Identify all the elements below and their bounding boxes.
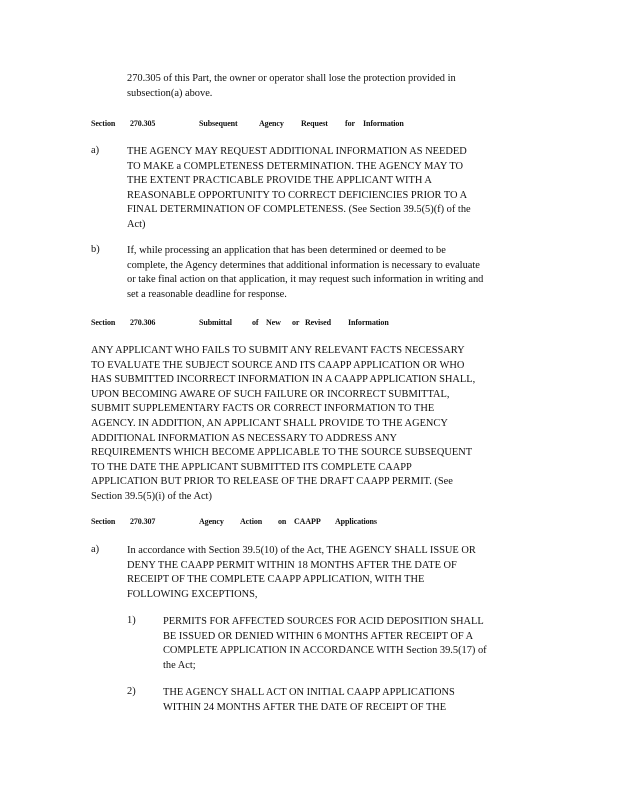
section-title-word: Information (363, 119, 404, 128)
section-title-word: or (292, 318, 300, 327)
section-label: Section (91, 119, 116, 128)
section-title-word: New (266, 318, 281, 327)
item-label-1: 1) (127, 615, 136, 626)
subsection-label-b: b) (91, 244, 100, 255)
section-title-word: Request (301, 119, 328, 128)
text-line: DENY THE CAAPP PERMIT WITHIN 18 MONTHS AFTER THE DATE OF (127, 559, 457, 571)
text-line: SUBMIT SUPPLEMENTARY FACTS OR CORRECT INFORMATION TO THE (91, 403, 435, 415)
text-line: FOLLOWING EXCEPTIONS, (127, 588, 258, 600)
text-line: 270.305 of this Part, the owner or operator shall lose the protection provided in (127, 73, 456, 84)
text-line: set a reasonable deadline for response. (127, 288, 287, 300)
text-line: COMPLETE APPLICATION IN ACCORDANCE WITH Section 39.5(17) of (163, 645, 487, 657)
section-title-word: Submittal (199, 318, 232, 327)
subsection-b-paragraph (127, 244, 537, 302)
text-line: FINAL DETERMINATION OF COMPLETENESS. (See Section 39.5(5)(f) of the (127, 204, 471, 216)
section-title-word: CAAPP (294, 517, 321, 526)
text-line: THE EXTENT PRACTICABLE PROVIDE THE APPLICANT WITH A (127, 175, 432, 187)
text-line: or take final action on that application, it may request such information in writing and (127, 274, 484, 286)
section-title-word: of (252, 318, 259, 327)
text-line: the Act; (163, 659, 196, 671)
text-line: THE AGENCY MAY REQUEST ADDITIONAL INFORMATION AS NEEDED (127, 146, 467, 157)
section-number: 270.307 (130, 517, 156, 526)
section-label: Section (91, 517, 116, 526)
section-label: Section (91, 318, 116, 327)
section-title-word: for (345, 119, 355, 128)
item-1-paragraph (163, 615, 541, 673)
subsection-label-a: a) (91, 145, 100, 156)
text-line: AGENCY. IN ADDITION, AN APPLICANT SHALL PROVIDE TO THE AGENCY (91, 417, 448, 429)
text-line: Act) (127, 218, 146, 230)
text-line: ANY APPLICANT WHO FAILS TO SUBMIT ANY RELEVANT FACTS NECESSARY (91, 345, 465, 356)
section-title-word: Agency (199, 517, 224, 526)
subsection-a-paragraph (127, 544, 531, 602)
text-line: TO EVALUATE THE SUBJECT SOURCE AND ITS CAAPP APPLICATION OR WHO (91, 359, 465, 371)
text-line: PERMITS FOR AFFECTED SOURCES FOR ACID DEPOSITION SHALL (163, 616, 484, 627)
text-line: APPLICATION BUT PRIOR TO RELEASE OF THE DRAFT CAAPP PERMIT. (See (91, 476, 453, 488)
subsection-label-a: a) (91, 544, 100, 555)
text-line: BE ISSUED OR DENIED WITHIN 6 MONTHS AFTER RECEIPT OF A (163, 630, 474, 642)
section-title-word: on (278, 517, 287, 526)
text-line: TO MAKE a COMPLETENESS DETERMINATION. THE AGENCY MAY TO (127, 160, 464, 172)
section-title-word: Agency (259, 119, 284, 128)
section-number: 270.305 (130, 119, 156, 128)
text-line: complete, the Agency determines that additional information is necessary to evaluate (127, 259, 480, 271)
section-title-word: Information (348, 318, 389, 327)
section-306-paragraph (91, 344, 533, 505)
section-title-word: Applications (335, 517, 377, 526)
text-line: Section 39.5(5)(i) of the Act) (91, 490, 212, 502)
text-line: HAS SUBMITTED INCORRECT INFORMATION IN A CAAPP APPLICATION SHALL, (91, 374, 476, 386)
text-line: REQUIREMENTS WHICH BECOME APPLICABLE TO THE SOURCE SUBSEQUENT (91, 447, 473, 459)
text-line: WITHIN 24 MONTHS AFTER THE DATE OF RECEIPT OF THE (163, 701, 447, 713)
text-line: UPON BECOMING AWARE OF SUCH FAILURE OR INCORRECT SUBMITTAL, (91, 388, 450, 400)
item-2-paragraph (163, 686, 493, 715)
text-line: ADDITIONAL INFORMATION AS NECESSARY TO ADDRESS ANY (91, 432, 397, 444)
text-line: REASONABLE OPPORTUNITY TO CORRECT DEFICIENCIES PRIOR TO A (127, 189, 468, 201)
section-number: 270.306 (130, 318, 156, 327)
text-line: RECEIPT OF THE COMPLETE CAAPP APPLICATION, WITH THE (127, 574, 425, 586)
text-line: subsection(a) above. (127, 87, 213, 99)
section-title-word: Subsequent (199, 119, 238, 128)
subsection-a-paragraph (127, 145, 529, 233)
section-title-word: Revised (305, 318, 331, 327)
text-line: THE AGENCY SHALL ACT ON INITIAL CAAPP APPLICATIONS (163, 687, 455, 698)
item-label-2: 2) (127, 686, 136, 697)
section-title-word: Action (240, 517, 263, 526)
text-line: TO THE DATE THE APPLICANT SUBMITTED ITS COMPLETE CAAPP (91, 461, 412, 473)
intro-paragraph (127, 72, 507, 101)
text-line: In accordance with Section 39.5(10) of the Act, THE AGENCY SHALL ISSUE OR (127, 545, 476, 556)
text-line: If, while processing an application that has been determined or deemed to be (127, 245, 446, 256)
